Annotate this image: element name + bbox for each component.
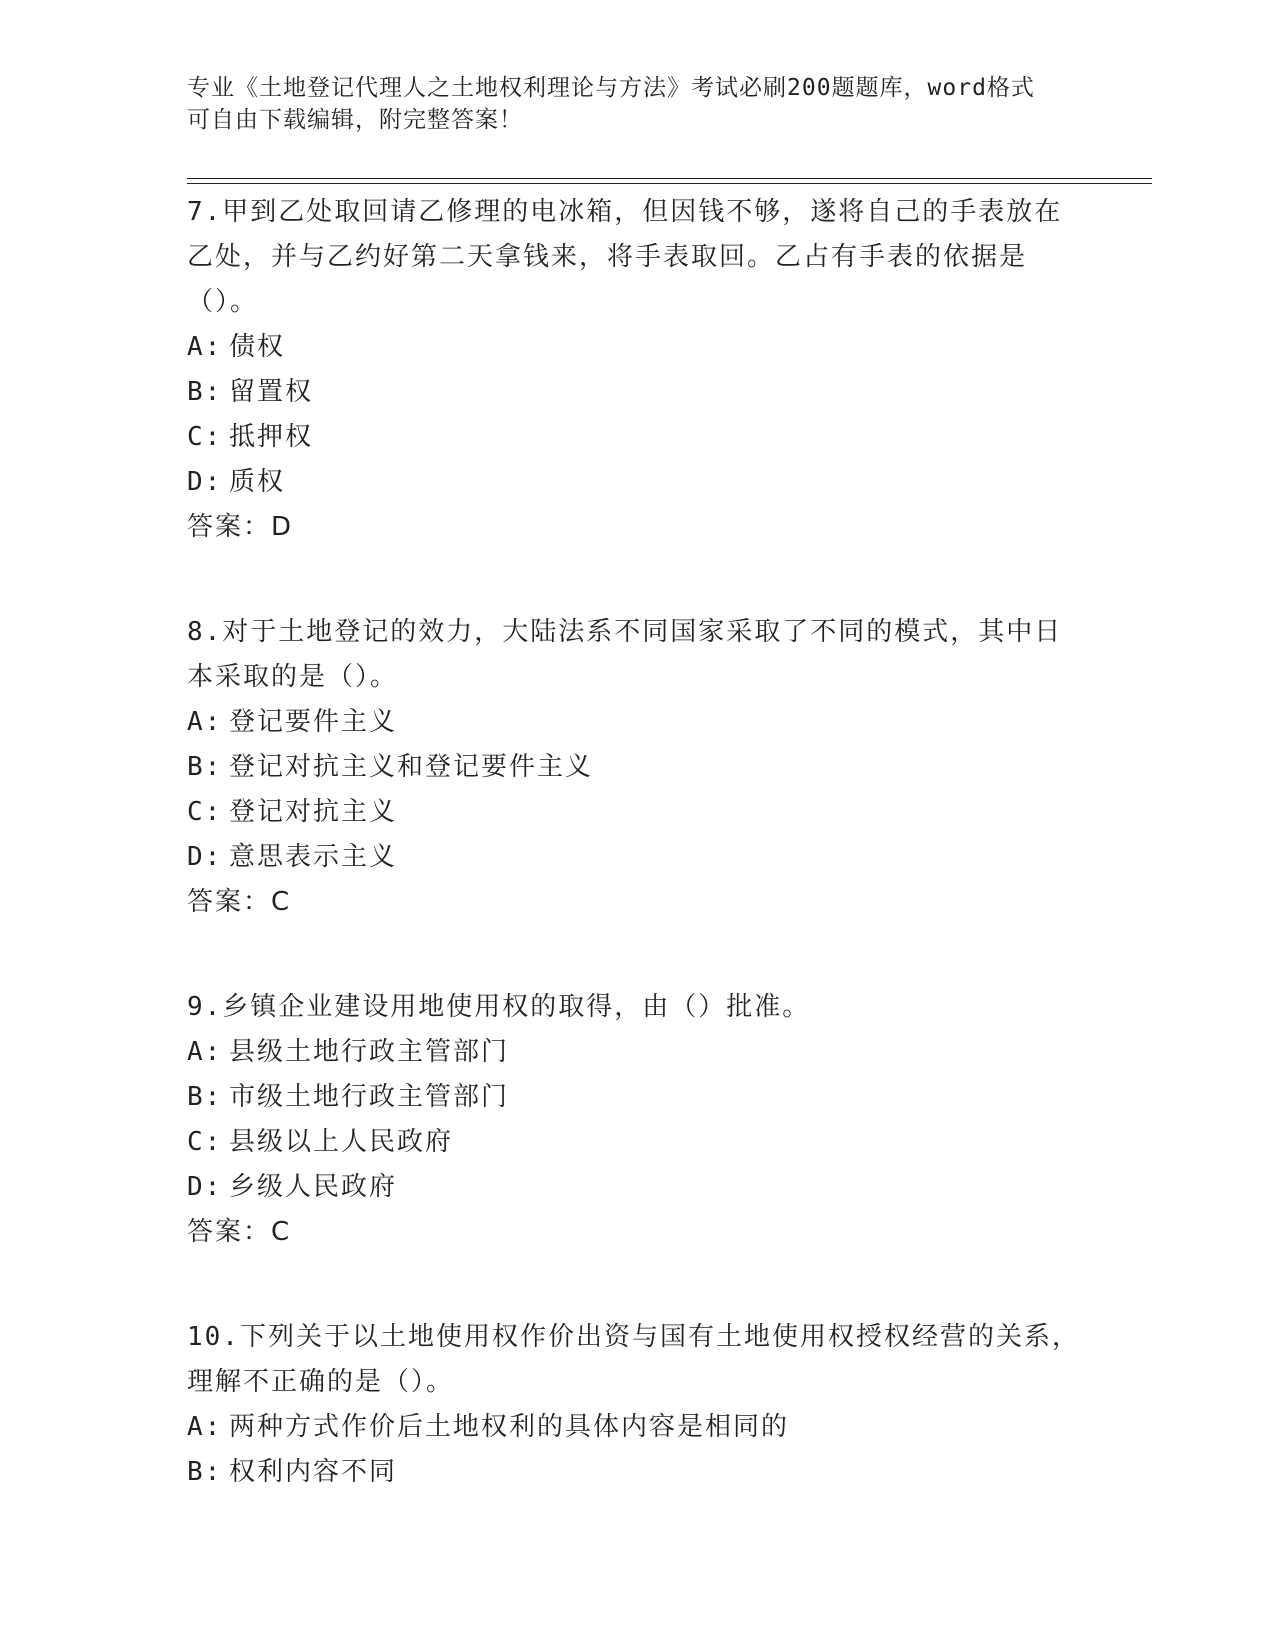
option-letter: A: <box>187 1412 223 1442</box>
option-letter: A: <box>187 707 223 737</box>
option-letter: D: <box>187 842 223 872</box>
option-text: 意思表示主义 <box>229 842 398 872</box>
option-letter: D: <box>187 1172 223 1202</box>
option-letter: D: <box>187 467 223 497</box>
header-divider-bottom <box>187 183 1152 184</box>
document-header <box>187 72 1067 136</box>
option-c <box>187 790 1087 835</box>
answer-line: 答案：D <box>187 512 294 542</box>
question-item <box>187 1315 1087 1495</box>
question-list <box>187 190 1087 1555</box>
header-divider-top <box>187 178 1152 179</box>
answer-line: 答案：C <box>187 887 292 917</box>
option-text: 乡级人民政府 <box>229 1172 398 1202</box>
header-line-2: 可自由下载编辑，附完整答案！ <box>187 107 523 133</box>
option-text: 留置权 <box>229 377 314 407</box>
option-b <box>187 1075 1087 1120</box>
option-d <box>187 1165 1087 1210</box>
option-letter: B: <box>187 752 223 782</box>
option-letter: A: <box>187 332 223 362</box>
option-b <box>187 1450 1087 1495</box>
option-text: 登记要件主义 <box>229 707 398 737</box>
option-letter: B: <box>187 1082 223 1112</box>
option-a <box>187 1030 1087 1075</box>
question-text: 8.对于土地登记的效力，大陆法系不同国家采取了不同的模式，其中日本采取的是（）。 <box>187 617 1063 692</box>
option-letter: B: <box>187 1457 223 1487</box>
option-a <box>187 700 1087 745</box>
option-a <box>187 325 1087 370</box>
header-line-1: 专业《土地登记代理人之土地权利理论与方法》考试必刷200题题库，word格式 <box>187 75 1035 101</box>
option-text: 权利内容不同 <box>229 1457 398 1487</box>
option-text: 债权 <box>229 332 286 362</box>
question-text: 10.下列关于以土地使用权作价出资与国有土地使用权授权经营的关系，理解不正确的是（）。 <box>187 1322 1080 1397</box>
option-letter: C: <box>187 1127 223 1157</box>
option-letter: C: <box>187 797 223 827</box>
question-item <box>187 190 1087 550</box>
option-c <box>187 1120 1087 1165</box>
option-d <box>187 460 1087 505</box>
option-letter: B: <box>187 377 223 407</box>
option-text: 抵押权 <box>229 422 314 452</box>
option-b <box>187 745 1087 790</box>
option-text: 登记对抗主义和登记要件主义 <box>229 752 594 782</box>
option-text: 两种方式作价后土地权利的具体内容是相同的 <box>229 1412 790 1442</box>
question-text: 7.甲到乙处取回请乙修理的电冰箱，但因钱不够，遂将自己的手表放在乙处，并与乙约好第二天拿钱来，将手表取回。乙占有手表的依据是（）。 <box>187 197 1063 317</box>
question-item <box>187 985 1087 1255</box>
answer-line: 答案：C <box>187 1217 292 1247</box>
option-b <box>187 370 1087 415</box>
option-text: 县级以上人民政府 <box>229 1127 454 1157</box>
option-text: 市级土地行政主管部门 <box>229 1082 510 1112</box>
option-text: 县级土地行政主管部门 <box>229 1037 510 1067</box>
option-letter: A: <box>187 1037 223 1067</box>
question-text: 9.乡镇企业建设用地使用权的取得，由（）批准。 <box>187 992 811 1022</box>
option-text: 登记对抗主义 <box>229 797 398 827</box>
option-d <box>187 835 1087 880</box>
option-text: 质权 <box>229 467 286 497</box>
question-item <box>187 610 1087 925</box>
option-letter: C: <box>187 422 223 452</box>
option-a <box>187 1405 1087 1450</box>
option-c <box>187 415 1087 460</box>
